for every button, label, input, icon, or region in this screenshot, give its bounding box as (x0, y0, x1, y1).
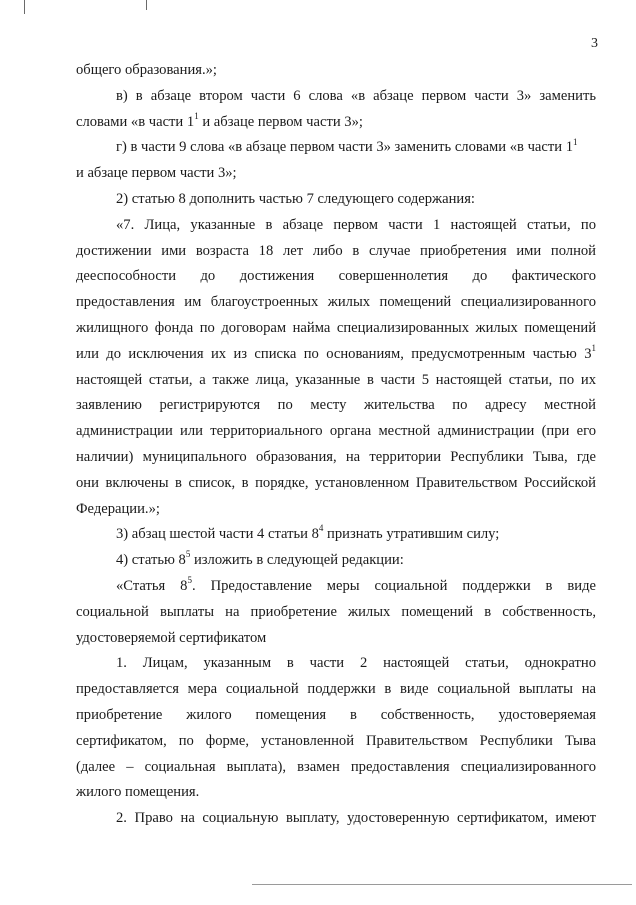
superscript: 1 (591, 342, 596, 353)
text-line: жилого помещения. (76, 784, 200, 801)
text-line: «7. Лица, указанные в абзаце первом части 1 настоящей статьи, по (116, 216, 596, 233)
text-line: и абзаце первом части 3»; (76, 165, 237, 182)
text-line: заявлению регистрируются по месту жительства по адресу местной (76, 397, 596, 414)
text-line: достижении ими возраста 18 лет либо в случае приобретения ими полной (76, 242, 596, 259)
scan-mark-top (146, 0, 147, 10)
text-line: 4) статью $8^5$ изложить в следующей редакции: (116, 549, 404, 569)
text-line: общего образования.»; (76, 62, 217, 78)
text-line: дееспособности до достижения совершеннолетия до фактического (76, 268, 596, 285)
text-line: предоставляется мера социальной поддержки в виде социальной выплаты на (76, 681, 596, 698)
text-line: они включены в список, в порядке, установленном Правительством Российской (76, 474, 596, 491)
text-line: «Статья $8^5$. Предоставление меры социальной поддержки в виде (116, 575, 596, 594)
page-number: 3 (591, 36, 598, 51)
scan-mark-bottom (252, 884, 632, 885)
superscript: 1 (194, 110, 199, 121)
scan-mark-top-left (24, 0, 25, 14)
text-line: 3) абзац шестой части 4 статьи $8^4$ признать утратившим силу; (116, 523, 500, 543)
text-line: сертификатом, по форме, установленной Правительством Республики Тыва (76, 732, 596, 749)
superscript: 1 (573, 136, 578, 147)
document-body (76, 58, 596, 832)
text-line: 2. Право на социальную выплату, удостоверенную сертификатом, имеют (116, 810, 596, 827)
text-line: Федерации.»; (76, 500, 160, 517)
superscript: 4 (318, 523, 324, 534)
text-line: в) в абзаце втором части 6 слова «в абзаце первом части 3» заменить (116, 87, 596, 104)
text-line: удостоверяемой сертификатом (76, 629, 267, 646)
text-line: наличии) муниципального образования, на территории Республики Тыва, где (76, 448, 596, 465)
text-line: словами «в части $1^1$ и абзаце первом части 3»; (76, 110, 363, 130)
text-line: или до исключения их из списка по основаниям, предусмотренным частью $3^1$ (76, 342, 596, 362)
text-line: приобретение жилого помещения в собственность, удостоверяемая (76, 706, 596, 723)
text-line: жилищного фонда по договорам найма специализированных жилых помещений (76, 319, 596, 336)
text-line: г) в части 9 слова «в абзаце первом части 3» заменить словами «в части $1^1$ (116, 136, 578, 156)
text-line: предоставления им благоустроенных жилых помещений специализированного (76, 294, 596, 311)
text-line: 1. Лицам, указанным в части 2 настоящей статьи, однократно (116, 655, 596, 672)
superscript: 5 (185, 549, 191, 560)
text-line: социальной выплаты на приобретение жилых помещений в собственность, (76, 603, 596, 620)
text-line: настоящей статьи, а также лица, указанные в части 5 настоящей статьи, по их (76, 371, 596, 388)
text-line: (далее – социальная выплата), взамен предоставления специализированного (76, 758, 596, 775)
text-line: 2) статью 8 дополнить частью 7 следующего содержания: (116, 190, 475, 207)
text-line: администрации или территориального органа местной администрации (при его (76, 423, 596, 440)
superscript: 5 (187, 575, 192, 586)
